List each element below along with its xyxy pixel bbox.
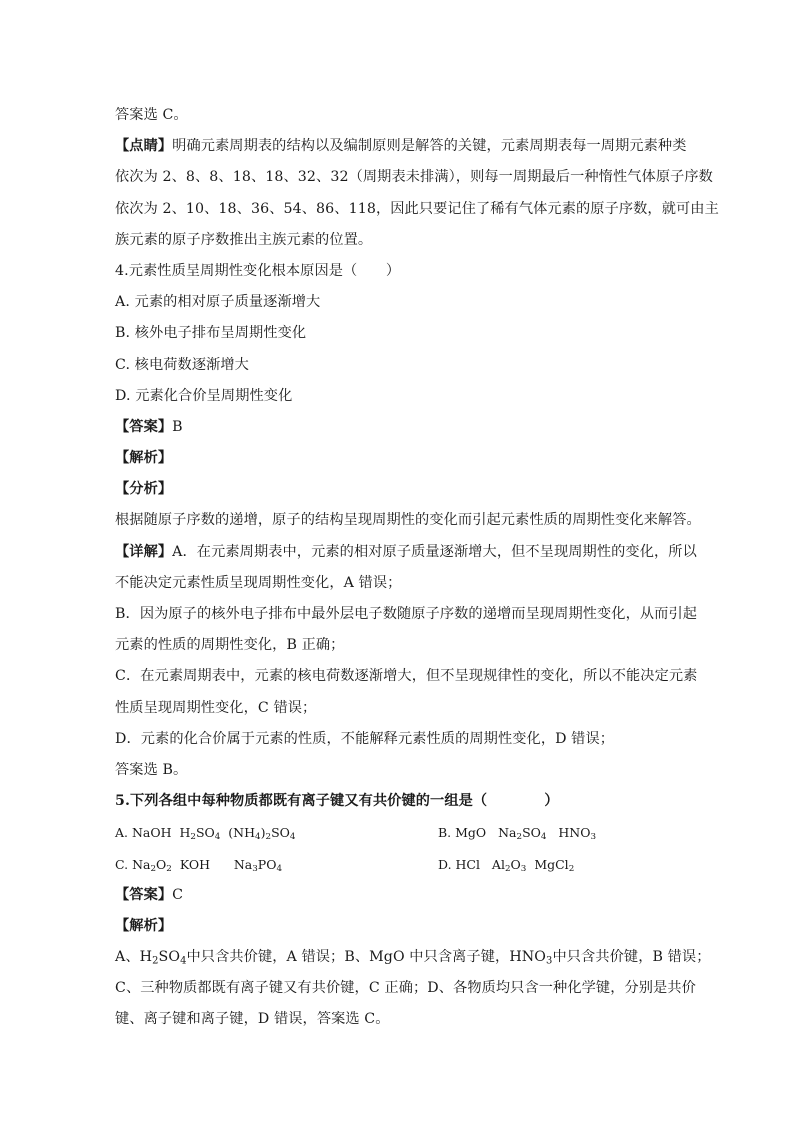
question-4-option-d xyxy=(115,381,685,412)
xiangjie-c-text-2: 性质呈现周期性变化，C 错误； xyxy=(115,699,317,716)
question-4-fenxi xyxy=(115,474,685,505)
question-5-options-row-1 xyxy=(115,817,685,848)
fenxi-text: 根据随原子序数的递增，原子的结构呈现周期性的变化而引起元素性质的周期性变化来解答。 xyxy=(115,512,701,529)
explain-text-1: A、$H_2SO_4$中只含共价键，A 错误；B、MgO 中只含离子键，$HNO_3$中只含共价键，B 错误； xyxy=(115,949,711,967)
question-4-jiexi xyxy=(115,443,685,474)
q5-option-a: A. NaOH $H_2SO_4$ $(NH_4)_2SO_4$ xyxy=(115,825,296,843)
question-5-answer xyxy=(115,880,685,911)
document-page xyxy=(115,100,719,1036)
question-4-xiangjie-a1 xyxy=(115,537,697,568)
xiangjie-b-text-1: B．因为原子的核外电子排布中最外层电子数随原子序数的递增而呈现周期性变化，从而引起 xyxy=(115,606,698,622)
question-4-xiangjie-c2 xyxy=(115,693,685,724)
dianjing-text-1: 明确元素周期表的结构以及编制原则是解答的关键，元素周期表每一周期元素种类 xyxy=(172,138,687,155)
dianjing-line-2 xyxy=(115,162,713,193)
answer-value: C xyxy=(172,886,184,903)
jiexi-tag: 【解析】 xyxy=(115,917,173,934)
answer-line-q3 xyxy=(115,100,685,131)
question-4-final-answer xyxy=(115,755,685,786)
question-4-xiangjie-c1 xyxy=(115,661,698,692)
xiangjie-c-text-1: C．在元素周期表中，元素的核电荷数逐渐增大，但不呈现规律性的变化，所以不能决定元素 xyxy=(115,668,698,685)
question-5-explain-3 xyxy=(115,1004,685,1035)
dianjing-tag: 【点睛】 xyxy=(115,138,173,155)
q5-option-d: D. HCl $Al_2O_3$ MgCl$_2$ xyxy=(438,856,575,874)
dianjing-text-4: 族元素的原子序数推出主族元素的位置。 xyxy=(115,231,373,248)
explain-text-2: C、三种物质都既有离子键又有共价键，C 正确；D、各物质均只含一种化学键，分别是共价 xyxy=(115,980,696,997)
dianjing-text-3: 依次为 2、10、18、36、54、86、118，因此只要记住了稀有气体元素的原子序数，就可由主 xyxy=(115,200,719,217)
question-5-explain-1 xyxy=(115,942,711,973)
xiangjie-d-text: D．元素的化合价属于元素的性质，不能解释元素性质的周期性变化，D 错误； xyxy=(115,730,615,747)
option-d-text: D. 元素化合价呈周期性变化 xyxy=(115,387,293,404)
option-b-text: B. 核外电子排布呈周期性变化 xyxy=(115,325,307,342)
dianjing-text-2: 依次为 2、8、8、18、18、32、32（周期表未排满），则每一周期最后一种惰性气体原子序数 xyxy=(115,169,713,186)
question-4-answer xyxy=(115,412,685,443)
xiangjie-tag: 【详解】 xyxy=(115,543,173,560)
question-4-fenxi-text xyxy=(115,505,701,536)
question-4-stem xyxy=(115,256,685,287)
answer-text: 答案选 C。 xyxy=(115,107,188,123)
question-5-options-row-2 xyxy=(115,849,685,880)
question-4-text: 4.元素性质呈周期性变化根本原因是（ ） xyxy=(115,262,401,279)
question-5-jiexi xyxy=(115,911,685,942)
explain-text-3: 键、离子键和离子键，D 错误，答案选 C。 xyxy=(115,1011,390,1028)
question-4-xiangjie-d xyxy=(115,724,685,755)
answer-tag: 【答案】 xyxy=(115,886,173,903)
question-4-xiangjie-b2 xyxy=(115,630,685,661)
fenxi-tag: 【分析】 xyxy=(115,481,173,498)
dianjing-line-1 xyxy=(115,131,685,162)
q5-option-c: C. $Na_2O_2$ KOH $Na_3PO_4$ xyxy=(115,856,283,874)
question-4-option-a xyxy=(115,287,685,318)
question-5-explain-2 xyxy=(115,973,696,1004)
question-5-text: 5.下列各组中每种物质都既有离子键又有共价键的一组是（ ） xyxy=(115,793,559,810)
question-5-stem xyxy=(115,786,685,817)
xiangjie-a-text-2: 不能决定元素性质呈现周期性变化，A 错误； xyxy=(115,574,402,591)
question-4-xiangjie-b1 xyxy=(115,599,698,630)
xiangjie-a-text-1: A．在元素周期表中，元素的相对原子质量逐渐增大，但不呈现周期性的变化，所以 xyxy=(172,543,697,560)
q5-option-b: B. MgO $Na_2SO_4$ $HNO_3$ xyxy=(438,825,597,843)
option-c-text: C. 核电荷数逐渐增大 xyxy=(115,356,249,373)
question-4-xiangjie-a2 xyxy=(115,568,685,599)
xiangjie-b-text-2: 元素的性质的周期性变化，B 正确； xyxy=(115,637,345,654)
jiexi-tag: 【解析】 xyxy=(115,450,173,467)
option-a-text: A. 元素的相对原子质量逐渐增大 xyxy=(115,294,321,311)
dianjing-line-3 xyxy=(115,194,719,225)
answer-value: B xyxy=(172,418,183,435)
final-answer-text: 答案选 B。 xyxy=(115,761,188,778)
question-4-option-c xyxy=(115,350,685,381)
dianjing-line-4 xyxy=(115,225,685,256)
answer-tag: 【答案】 xyxy=(115,418,173,435)
question-4-option-b xyxy=(115,318,685,349)
